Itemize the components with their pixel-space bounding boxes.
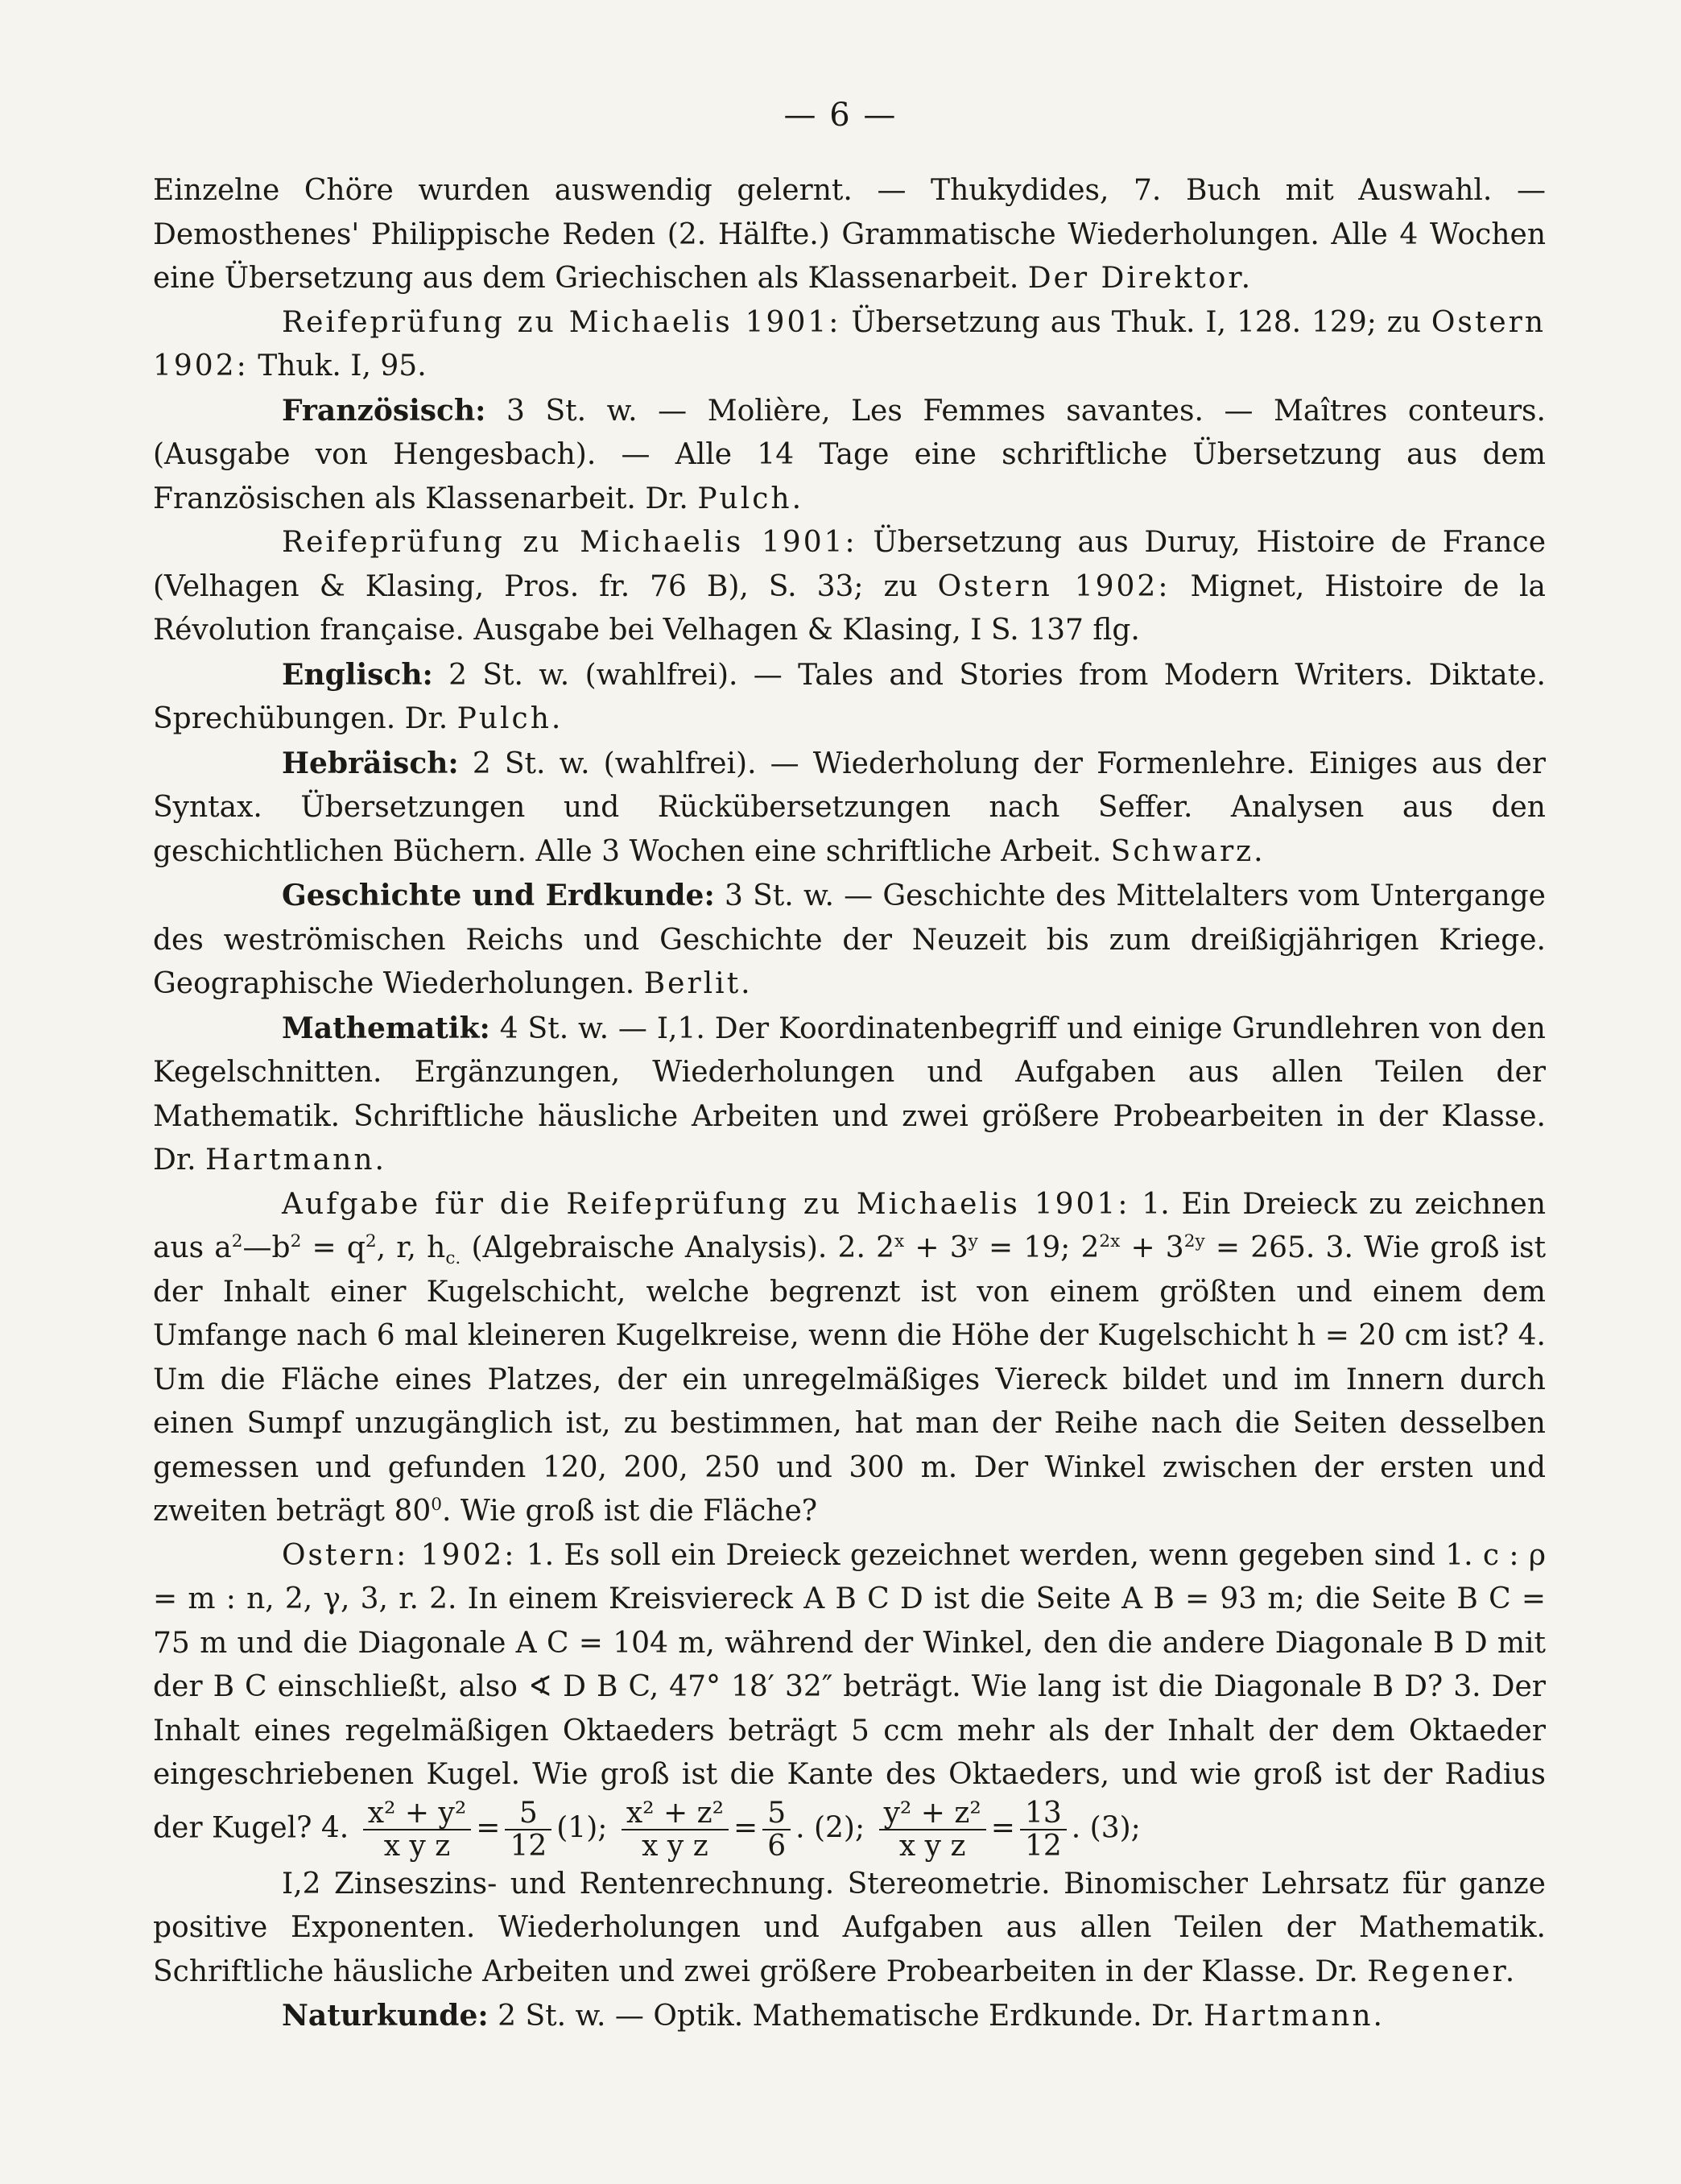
exam-text-2: Mignet, Histoire de la Révolution française. Ausgabe bei Velhagen & Klasing, I S. 137 flg. xyxy=(153,569,1547,647)
denominator: x y z xyxy=(642,1830,708,1863)
paragraph-hebrew xyxy=(153,742,1546,875)
exam-label: Reifeprüfung zu Michaelis 1901: xyxy=(282,526,857,559)
subject-heading: Französisch: xyxy=(282,393,486,428)
subject-heading: Englisch: xyxy=(282,657,433,692)
teacher-name: Hartmann. xyxy=(205,1144,386,1177)
fraction-2-lhs xyxy=(622,1797,729,1863)
denominator: 12 xyxy=(510,1830,547,1863)
numerator: 5 xyxy=(762,1797,791,1831)
exam-text: 1. Es soll ein Dreieck gezeichnet werden, wenn gegeben sind 1. c : ρ = m : n, 2, γ, 3, r. 2. In einem Kreisviereck A B C D ist die Seite A B = 93 m; die Seite B C = 75 m und die Diagonale A C = 104 m, während der Winkel, den die andere Diagonale B D mit der B C einschließt, also ∢ D B C, 47° 18′ 32″ beträgt. Wie lang ist die Diagonale B D? 3. Der Inhalt eines regelmäßigen Oktaeders beträgt 5 ccm mehr als der Inhalt der dem Oktaeder eingeschriebenen Kugel. Wie groß ist die Kante des Oktaeders, und wie groß ist der Radius der Kugel? 4. xyxy=(153,1538,1546,1845)
subject-text: I,2 Zinseszins- und Rentenrechnung. Stereometrie. Binomischer Lehrsatz für ganze positive Exponenten. Wiederholungen und Aufgaben aus allen Teilen der Mathematik. Schriftliche häusliche Arbeiten und zwei größere Probearbeiten in der Klasse. Dr. xyxy=(153,1867,1546,1988)
fraction-3-rhs xyxy=(1020,1797,1067,1863)
exam-text-part: + 3 xyxy=(915,1231,969,1264)
exam-text: Übersetzung aus Thuk. I, 128. 129; zu xyxy=(851,305,1421,339)
paragraph-history xyxy=(153,874,1546,1007)
subject-text: 2 St. w. (wahlfrei). — Wiederholung der Formenlehre. Einiges aus der Syntax. Übersetzungen und Rückübersetzungen nach Seffer. Analysen aus den geschichtlichen Büchern. Alle 3 Wochen eine schriftliche Arbeit. xyxy=(153,747,1546,868)
exponent: 2 xyxy=(290,1231,302,1251)
fraction-3-lhs xyxy=(879,1797,986,1863)
paragraph-greek xyxy=(153,169,1546,301)
exam-text-part: = q xyxy=(312,1231,366,1264)
teacher-name: Schwarz. xyxy=(1110,834,1266,868)
paragraph-math-exam-ostern xyxy=(153,1534,1546,1863)
equation-tag: (1); xyxy=(556,1811,608,1845)
exponent: 2x xyxy=(1099,1231,1121,1251)
subject-text: 4 St. w. — I,1. Der Koordinatenbegriff und einige Grundlehren von den Kegelschnitten. Ergänzungen, Wiederholungen und Aufgaben aus allen Teilen der Mathematik. Schriftliche häusliche Arbeiten und zwei größere Probearbeiten in der Klasse. Dr. xyxy=(153,1011,1546,1177)
exam-text-part: = 19; 2 xyxy=(989,1231,1100,1264)
exam-text-2: Thuk. I, 95. xyxy=(258,350,427,383)
exam-text-part: = 265. xyxy=(1215,1231,1315,1264)
teacher-name: Pulch. xyxy=(456,702,564,735)
fraction-1-lhs xyxy=(363,1797,472,1863)
exam-label: Reifeprüfung zu Michaelis 1901: xyxy=(282,305,841,339)
exponent: y xyxy=(968,1231,978,1251)
subject-text: 3 St. w. — Molière, Les Femmes savantes. — Maîtres conteurs. (Ausgabe von Hengesbach). — Alle 14 Tage eine schriftliche Übersetzung aus dem Französischen als Klassenarbeit. Dr. xyxy=(153,394,1546,515)
numerator: y² + z² xyxy=(879,1797,986,1831)
paragraph-math-i2 xyxy=(153,1863,1546,1995)
equation-tag: . (3); xyxy=(1071,1811,1141,1845)
exponent: x xyxy=(894,1231,905,1251)
exam-text-part: —b xyxy=(242,1231,291,1264)
greek-text: Einzelne Chöre wurden auswendig gelernt. — Thukydides, 7. Buch mit Auswahl. — Demosthenes' Philippische Reden (2. Hälfte.) Grammatische Wiederholungen. Alle 4 Wochen eine Übersetzung aus dem Griechischen als Klassenarbeit. xyxy=(153,174,1546,295)
subject-heading: Naturkunde: xyxy=(282,1999,489,2033)
teacher-name: Der Direktor. xyxy=(1027,262,1254,295)
exponent: 0 xyxy=(431,1495,443,1515)
exam-text-part: , r, h xyxy=(376,1231,446,1264)
exam-text-part: . Wie groß ist die Fläche? xyxy=(442,1495,818,1528)
subject-text: 3 St. w. — Geschichte des Mittelalters vom Untergange des weströmischen Reichs und Geschichte der Neuzeit bis zum dreißigjährigen Kriege. Geographische Wiederholungen. xyxy=(153,879,1546,1000)
equation-tag: . (2); xyxy=(795,1811,865,1845)
subscript: c. xyxy=(445,1248,461,1269)
exam-label-2: Ostern 1902: xyxy=(153,305,1547,383)
teacher-name: Regener. xyxy=(1367,1954,1518,1988)
exam-text-part: 1. Ein Dreieck zu zeichnen aus a xyxy=(153,1187,1547,1264)
teacher-name: Hartmann. xyxy=(1204,2000,1385,2033)
exam-text-part: 3. Wie groß ist der Inhalt einer Kugelschicht, welche begrenzt ist von einem größten und einem dem Umfange nach 6 mal kleineren Kugelkreise, wenn die Höhe der Kugelschicht h = 20 cm ist? 4. Um die Fläche eines Platzes, der ein unregelmäßiges Viereck bildet und im Innern durch einen Sumpf unzugänglich ist, zu bestimmen, hat man der Reihe nach die Seiten desselben gemessen und gefunden 120, 200, 250 und 300 m. Der Winkel zwischen der ersten und zweiten beträgt 80 xyxy=(153,1231,1547,1528)
numerator: x² + z² xyxy=(622,1797,729,1831)
paragraph-math-exam-michaelis xyxy=(153,1183,1546,1534)
equals-sign: = xyxy=(476,1811,501,1845)
fraction-2-rhs xyxy=(762,1797,791,1863)
paragraph-greek-exam xyxy=(153,301,1546,389)
exponent: 2 xyxy=(365,1231,377,1251)
exam-label-2: Ostern 1902: xyxy=(937,569,1171,603)
exam-text-part: (Algebraische Analysis). 2. 2 xyxy=(471,1231,894,1264)
subject-text: 2 St. w. — Optik. Mathematische Erdkunde. Dr. xyxy=(498,2000,1195,2033)
paragraph-english xyxy=(153,653,1546,742)
teacher-name: Pulch. xyxy=(697,482,804,515)
exponent: 2 xyxy=(231,1231,243,1251)
subject-text: 2 St. w. (wahlfrei). — Tales and Stories from Modern Writers. Diktate. Sprechübungen. Dr. xyxy=(153,658,1546,735)
denominator: 12 xyxy=(1024,1830,1062,1863)
teacher-name: Berlit. xyxy=(643,967,753,1000)
denominator: x y z xyxy=(383,1830,451,1863)
exam-label: Ostern: 1902: xyxy=(282,1538,517,1572)
subject-heading: Mathematik: xyxy=(282,1011,490,1045)
page-number: — 6 — xyxy=(783,97,898,134)
equals-sign: = xyxy=(733,1811,758,1845)
document-body xyxy=(153,169,1546,2039)
denominator: x y z xyxy=(898,1830,966,1863)
equals-sign: = xyxy=(990,1811,1015,1845)
numerator: 13 xyxy=(1020,1797,1067,1831)
paragraph-science xyxy=(153,1994,1546,2039)
numerator: 5 xyxy=(505,1797,551,1831)
exam-text: Übersetzung aus Duruy, Histoire de France (Velhagen & Klasing, Pros. fr. 76 B), S. 33; zu xyxy=(153,526,1547,603)
exponent: 2y xyxy=(1183,1231,1205,1251)
paragraph-french-exam xyxy=(153,521,1546,653)
exam-label: Aufgabe für die Reifeprüfung zu Michaelis 1901: xyxy=(282,1187,1130,1221)
subject-heading: Geschichte und Erdkunde: xyxy=(282,879,715,912)
paragraph-math xyxy=(153,1007,1546,1183)
subject-heading: Hebräisch: xyxy=(282,746,459,780)
denominator: 6 xyxy=(767,1830,787,1863)
fraction-1-rhs xyxy=(505,1797,551,1863)
numerator: x² + y² xyxy=(363,1797,472,1831)
paragraph-french xyxy=(153,389,1546,522)
exam-text-part: + 3 xyxy=(1130,1231,1184,1264)
